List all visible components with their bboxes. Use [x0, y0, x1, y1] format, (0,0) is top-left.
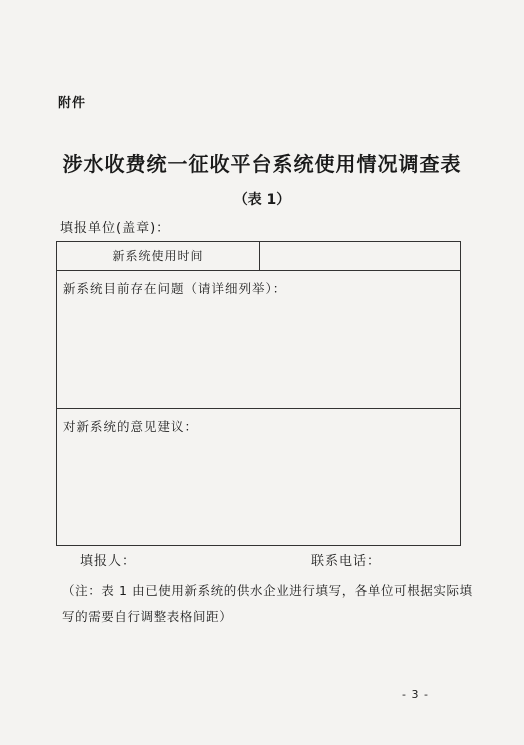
usage-time-row	[57, 242, 460, 271]
footnote: （注：表 1 由已使用新系统的供水企业进行填写，各单位可根据实际填写的需要自行调整表格间距）	[62, 583, 473, 624]
reporting-unit-label: 填报单位(盖章)：	[60, 221, 171, 236]
usage-time-label: 新系统使用时间	[57, 242, 260, 270]
suggestions-label: 对新系统的意见建议：	[63, 419, 199, 434]
page-number: - 3 -	[402, 688, 429, 701]
usage-time-value	[260, 242, 460, 270]
problems-label: 新系统目前存在问题（请详细列举）：	[63, 281, 287, 296]
problems-row	[57, 271, 460, 409]
filler-label: 填报人：	[80, 554, 137, 569]
attachment-label: 附件	[58, 96, 87, 111]
document-title: 涉水收费统一征收平台系统使用情况调查表	[62, 152, 462, 176]
table-number: （表 1）	[233, 192, 291, 208]
suggestions-row	[57, 409, 460, 545]
survey-form-table	[56, 241, 461, 546]
phone-label: 联系电话：	[311, 554, 382, 569]
